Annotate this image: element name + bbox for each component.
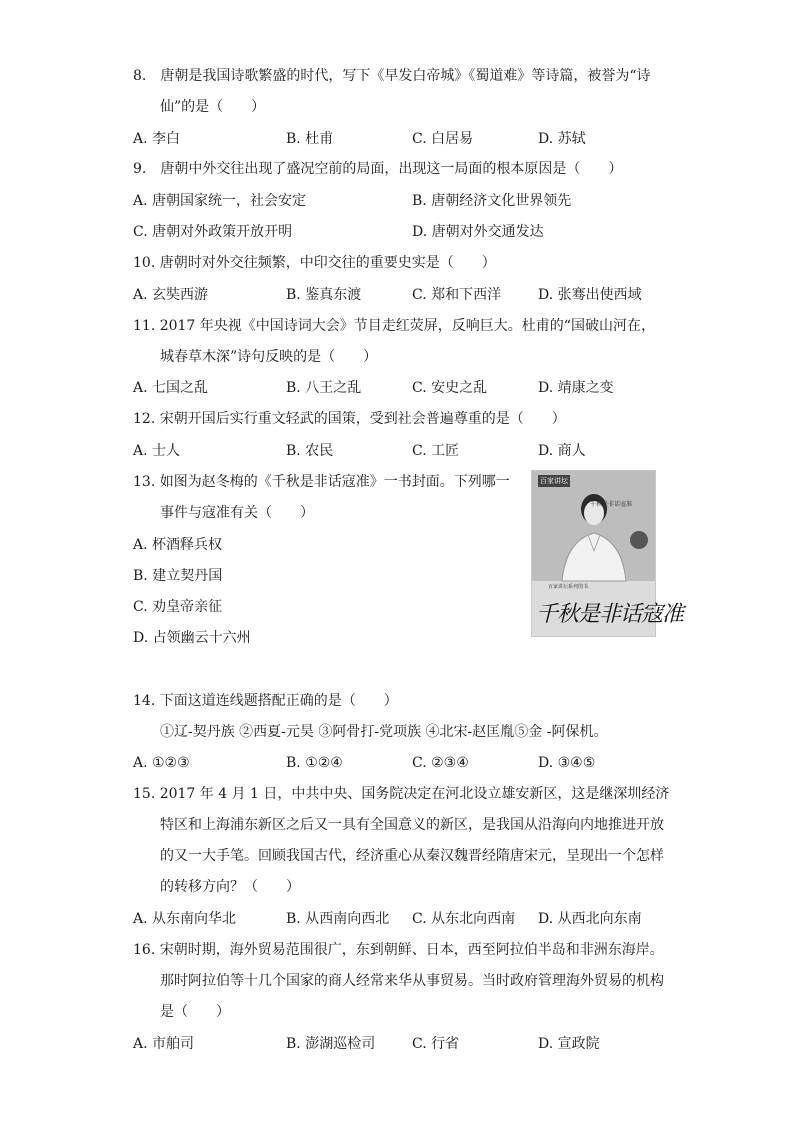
question-12-option-c[interactable]: C. 工匠: [412, 443, 460, 459]
cover-photo-area: [532, 471, 655, 581]
question-8-line-2: 仙”的是（ ）: [160, 99, 266, 115]
question-16-option-c[interactable]: C. 行省: [412, 1036, 460, 1052]
question-16-option-b[interactable]: B. 澎湖巡检司: [286, 1036, 376, 1052]
question-9-option-a[interactable]: A. 唐朝国家统一，社会安定: [133, 193, 307, 209]
question-14-line-2: ①辽-契丹族 ②西夏-元昊 ③阿骨打-党项族 ④北宋-赵匡胤⑤金 -阿保机。: [160, 724, 608, 740]
question-15-option-d[interactable]: D. 从西北向东南: [538, 911, 642, 927]
cover-title: 千秋是非话寇准: [536, 602, 684, 627]
question-15-line-4: 的转移方向？（ ）: [160, 879, 300, 895]
question-13-option-b[interactable]: B. 建立契丹国: [133, 568, 223, 584]
question-9-option-b[interactable]: B. 唐朝经济文化世界领先: [412, 193, 572, 209]
question-13-option-a[interactable]: A. 杯酒释兵权: [133, 537, 223, 553]
question-10-line-1: 10. 唐朝时对外交往频繁，中印交往的重要史实是（ ）: [133, 255, 496, 271]
question-11-line-2: 城春草木深”诗句反映的是（ ）: [160, 349, 378, 365]
question-13-line-2: 事件与寇准有关（ ）: [160, 505, 314, 521]
question-11-line-1: 11. 2017 年央视《中国诗词大会》节目走红荧屏，反响巨大。杜甫的“国破山河在，: [133, 318, 655, 334]
question-10-option-a[interactable]: A. 玄奘西游: [133, 287, 209, 303]
question-11-option-a[interactable]: A. 七国之乱: [133, 380, 209, 396]
question-16-line-3: 是（ ）: [160, 1004, 230, 1020]
question-14-option-d[interactable]: D. ③④⑤: [538, 755, 596, 771]
question-14-line-1: 14. 下面这道连线题搭配正确的是（ ）: [133, 693, 398, 709]
question-16-option-a[interactable]: A. 市舶司: [133, 1036, 195, 1052]
question-15-option-a[interactable]: A. 从东南向华北: [133, 911, 237, 927]
question-15-line-2: 特区和上海浦东新区之后又一具有全国意义的新区，是我国从沿海向内地推进开放: [160, 817, 664, 833]
question-10-option-c[interactable]: C. 郑和下西洋: [412, 287, 502, 303]
question-8-option-b[interactable]: B. 杜甫: [286, 131, 334, 147]
cover-subtitle: 千秋是非话寇准: [590, 501, 633, 508]
question-13-line-1: 13. 如图为赵冬梅的《千秋是非话寇准》一书封面。下列哪一: [133, 474, 510, 490]
question-8-line-1: 8. 唐朝是我国诗歌繁盛的时代，写下《早发白帝城》《蜀道难》等诗篇，被誉为“诗: [133, 68, 651, 84]
question-9-option-d[interactable]: D. 唐朝对外交通发达: [412, 224, 544, 240]
question-15-line-3: 的又一大手笔。回顾我国古代，经济重心从秦汉魏晋经隋唐宋元，呈现出一个怎样: [160, 848, 664, 864]
question-15-line-1: 15. 2017 年 4 月 1 日，中共中央、国务院决定在河北设立雄安新区，这是继深圳经济: [133, 786, 670, 802]
question-15-option-c[interactable]: C. 从东北向西南: [412, 911, 516, 927]
portrait-figure: [532, 471, 655, 581]
question-15-option-b[interactable]: B. 从西南向西北: [286, 911, 390, 927]
question-14-option-b[interactable]: B. ①②④: [286, 755, 343, 771]
question-8-option-a[interactable]: A. 李白: [133, 131, 181, 147]
question-11-option-b[interactable]: B. 八王之乱: [286, 380, 362, 396]
question-8-option-c[interactable]: C. 白居易: [412, 131, 474, 147]
book-cover-image: [531, 470, 684, 637]
question-9-option-c[interactable]: C. 唐朝对外政策开放开明: [133, 224, 293, 240]
cover-publisher: 百家讲坛系列图书: [548, 584, 589, 590]
question-16-line-1: 16. 宋朝时期，海外贸易范围很广，东到朝鲜、日本，西至阿拉伯半岛和非洲东海岸。: [133, 942, 664, 958]
cover-logo: 百家讲坛: [540, 477, 568, 485]
question-16-line-2: 那时阿拉伯等十几个国家的商人经常来华从事贸易。当时政府管理海外贸易的机构: [160, 973, 664, 989]
question-16-option-d[interactable]: D. 宣政院: [538, 1036, 600, 1052]
question-14-option-c[interactable]: C. ②③④: [412, 755, 469, 771]
cover-badge: [630, 531, 648, 549]
question-13-option-d[interactable]: D. 占领幽云十六州: [133, 630, 251, 646]
question-10-option-b[interactable]: B. 鉴真东渡: [286, 287, 362, 303]
question-14-option-a[interactable]: A. ①②③: [133, 755, 190, 771]
question-11-option-c[interactable]: C. 安史之乱: [412, 380, 488, 396]
question-10-option-d[interactable]: D. 张骞出使西域: [538, 287, 642, 303]
question-9-line-1: 9. 唐朝中外交往出现了盛况空前的局面，出现这一局面的根本原因是（ ）: [133, 161, 623, 177]
question-12-line-1: 12. 宋朝开国后实行重文轻武的国策，受到社会普遍尊重的是（ ）: [133, 411, 566, 427]
question-13-option-c[interactable]: C. 劝皇帝亲征: [133, 599, 223, 615]
question-12-option-a[interactable]: A. 士人: [133, 443, 181, 459]
question-12-option-d[interactable]: D. 商人: [538, 443, 586, 459]
question-12-option-b[interactable]: B. 农民: [286, 443, 334, 459]
question-8-option-d[interactable]: D. 苏轼: [538, 131, 586, 147]
question-11-option-d[interactable]: D. 靖康之变: [538, 380, 614, 396]
